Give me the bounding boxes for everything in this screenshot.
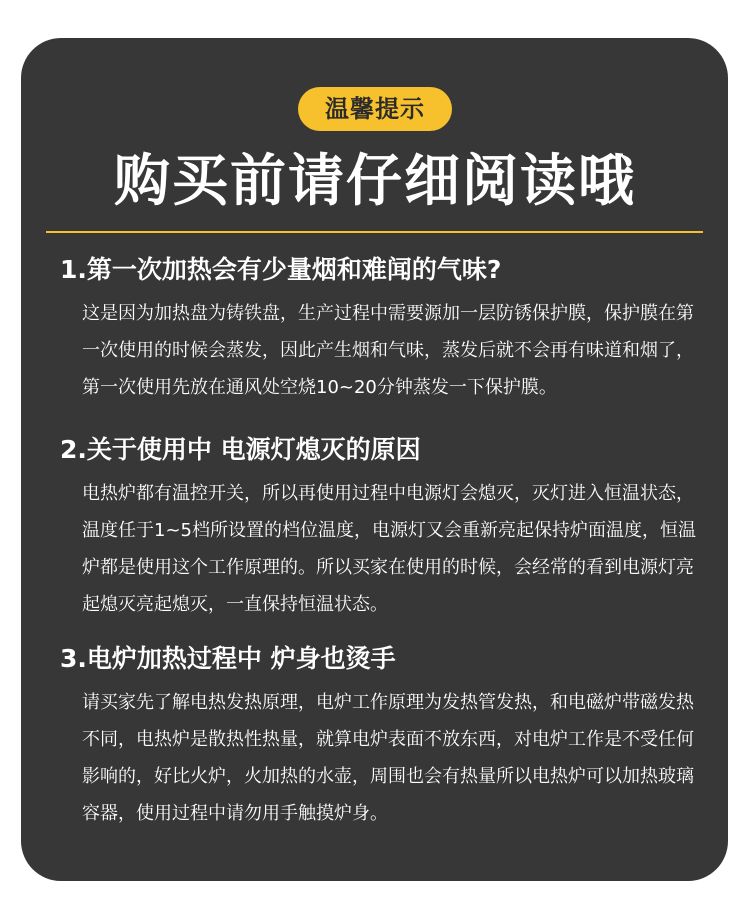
section-heading-smoke-odor: 1.第一次加热会有少量烟和难闻的气味?	[60, 255, 502, 284]
title-divider	[46, 231, 703, 233]
section-body-smoke-odor: 这是因为加热盘为铸铁盘，生产过程中需要源加一层防锈保护膜，保护膜在第一次使用的时候会蒸发，因此产生烟和气味，蒸发后就不会再有味道和烟了，第一次使用先放在通风处空烧10~20分钟蒸发一下保护膜。	[82, 303, 694, 398]
page-title: 购买前请仔细阅读哦	[114, 149, 636, 214]
section-body-hot-body: 请买家先了解电热发热原理，电炉工作原理为发热管发热，和电磁炉带磁发热不同，电热炉是散热性热量，就算电炉表面不放东西，对电炉工作是不受任何影响的，好比火炉，火加热的水壶，周围也会有热量所以电热炉可以加热玻璃容器，使用过程中请勿用手触摸炉身。	[82, 692, 694, 824]
tip-badge: 温馨提示	[298, 87, 452, 131]
section-heading-hot-body: 3.电炉加热过程中 炉身也烫手	[60, 644, 396, 673]
section-body-power-light: 电热炉都有温控开关，所以再使用过程中电源灯会熄灭，灭灯进入恒温状态，温度任于1~5档所设置的档位温度，电源灯又会重新亮起保持炉面温度，恒温炉都是使用这个工作原理的。所以买家在使用的时候，会经常的看到电源灯亮起熄灭亮起熄灭，一直保持恒温状态。	[82, 483, 696, 615]
section-heading-power-light: 2.关于使用中 电源灯熄灭的原因	[60, 435, 421, 464]
